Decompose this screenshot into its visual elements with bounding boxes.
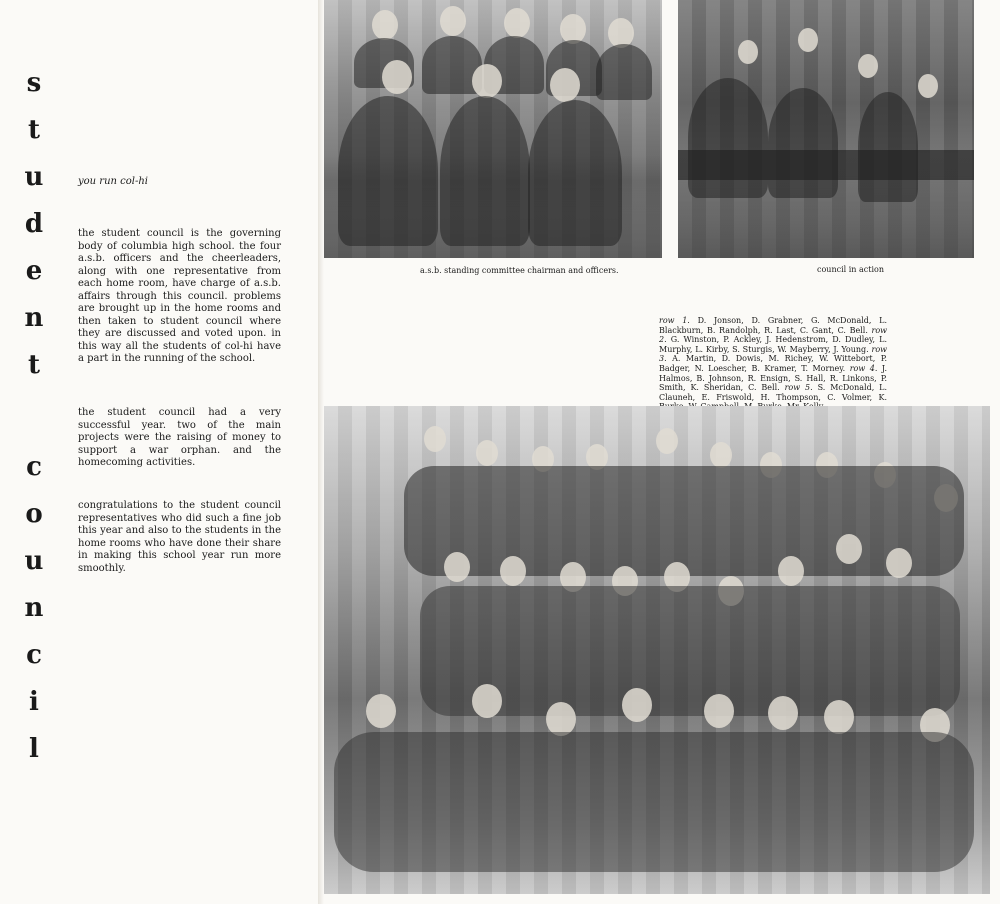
title-letter: t (27, 350, 40, 380)
paragraph-congratulations: congratulations to the student council representatives who did such a fine job this year and also to the students in the home rooms who have done their share in making this school year run more smoothly. (78, 500, 281, 574)
row-names: D. Jonson, D. Grabner, G. McDonald, L. Blackburn, B. Randolph, R. Last, C. Gant, C. Bell. (659, 316, 887, 335)
title-letter: e (25, 256, 43, 286)
caption-council-in-action: council in action (817, 265, 884, 274)
paragraph-governing: the student council is the governing body of columbia high school. the four a.s.b. officers and the cheerleaders, along with one representative from each home room, have charge of a.s.b. affairs through this council. problems are brought up in the home rooms and then taken to student council where they are discussed and voted upon. in this way all the students of col-hi have a part in the running of the school. (78, 228, 281, 364)
title-letter: i (29, 687, 39, 717)
row-label: row 5. (784, 383, 813, 393)
row-names: J. Halmos, B. Johnson, R. Ensign, S. Hall, R. Linkons, P. Smith, K. Sheridan, C. Bell. (659, 363, 888, 393)
title-letter: l (29, 734, 39, 764)
title-letter: n (24, 593, 44, 623)
row-label: row 1. (659, 316, 690, 325)
title-letter: t (27, 115, 40, 145)
title-letter: o (25, 499, 43, 529)
title-letter: c (26, 640, 42, 670)
title-letter: n (24, 303, 44, 333)
row-label: row 3. (659, 344, 887, 364)
vertical-title (14, 60, 54, 773)
row-label: row 2. (659, 325, 887, 345)
intro-text: you run col-hi (78, 176, 148, 187)
row-names: S. McDonald, L. Clauneh, E. Friswold, H. Thompson, C. Volmer, K. (659, 383, 888, 402)
name-rows (659, 316, 887, 412)
photo-council-group (324, 406, 990, 894)
row-names: G. Winston, P. Ackley, J. Hedenstrom, D. Dudley, L. Murphy, L. Kirby, S. Sturgis, W. Mayberry, J. Young. (659, 335, 888, 354)
title-letter: u (24, 162, 44, 192)
title-letter: c (26, 452, 42, 482)
photo-officers (324, 0, 662, 258)
paragraph-projects: the student council had a very successful year. two of the main projects were the raising of money to support a war orphan. and the homecoming activities. (78, 407, 281, 468)
row-names: A. Martin, D. Dowis, M. Richey, W. Wittebort, P. Badger, N. Loescher, B. Kramer, T. Morney. (659, 354, 887, 373)
title-letter: d (24, 209, 44, 239)
photo-council-in-action (678, 0, 974, 258)
title-letter: u (24, 546, 44, 576)
row-label: row 4. (849, 363, 878, 373)
caption-officers: a.s.b. standing committee chairman and officers. (420, 266, 619, 275)
title-letter: s (26, 68, 42, 98)
